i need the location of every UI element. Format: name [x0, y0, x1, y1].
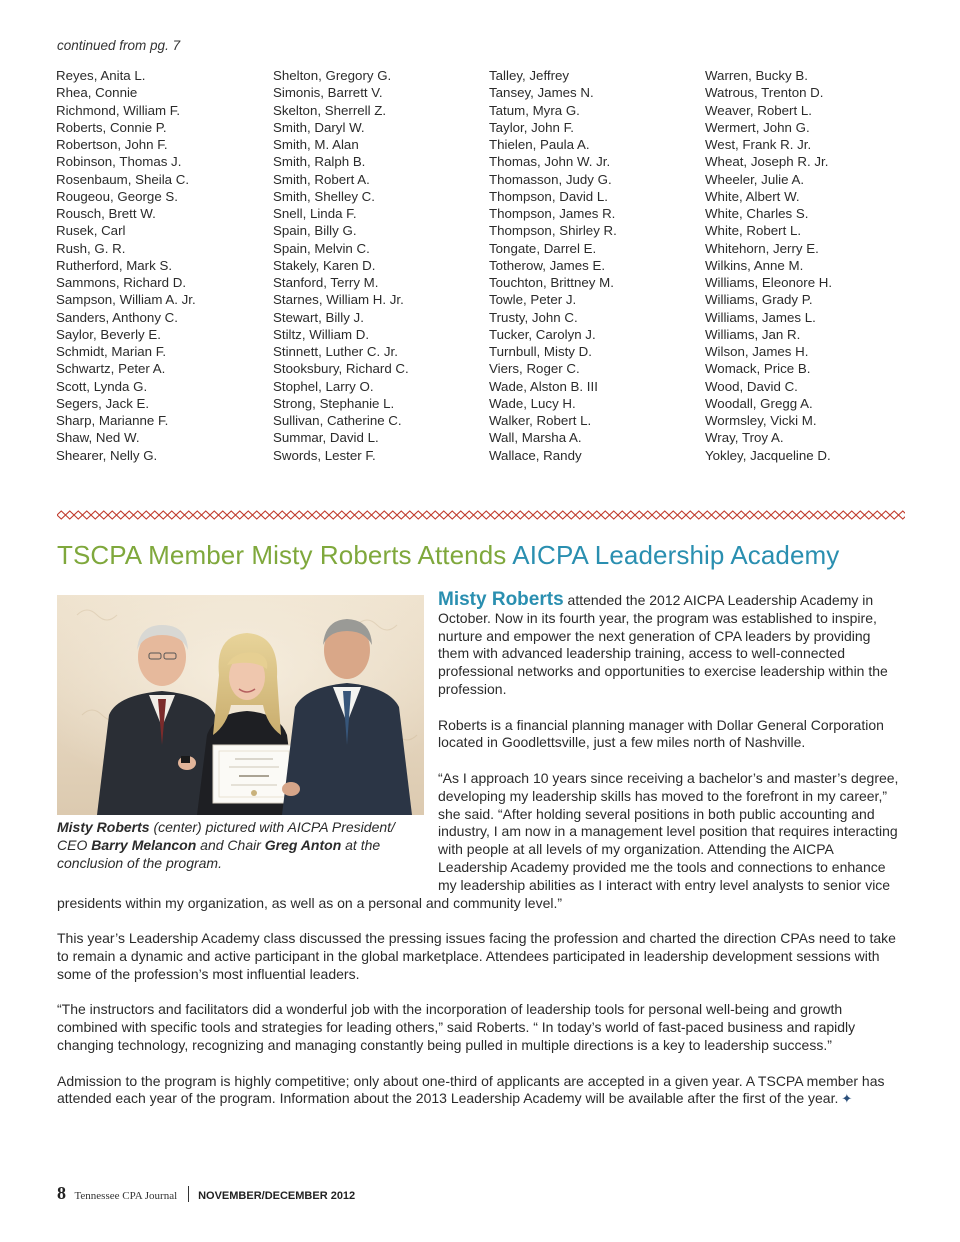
article-paragraph-2: Roberts is a financial planning manager with Dollar General Corporation located in Goodlettsville, just a few miles north of Nashville.: [438, 716, 884, 751]
page-footer: [57, 1183, 355, 1204]
member-name: Sanders, Anthony C.: [56, 309, 178, 325]
member-name: Wood, David C.: [705, 378, 798, 394]
member-name: Smith, Ralph B.: [273, 154, 366, 170]
member-name: Stophel, Larry O.: [273, 378, 374, 394]
article-headline: [57, 540, 839, 571]
member-name: Williams, Eleonore H.: [705, 275, 833, 290]
member-name: Richmond, William F.: [56, 102, 181, 118]
member-name: Sammons, Richard D.: [56, 275, 187, 290]
caption-name-barry: Barry Melancon: [91, 837, 197, 853]
photo-float-spacer: [57, 591, 438, 886]
member-name: Weaver, Robert L.: [705, 102, 812, 118]
member-name: Skelton, Sherrell Z.: [273, 102, 387, 118]
member-name: Rush, G. R.: [56, 240, 126, 256]
member-name: Taylor, John F.: [489, 119, 574, 135]
member-name: Walker, Robert L.: [489, 413, 592, 428]
article-lead-name: Misty Roberts: [438, 589, 564, 610]
member-name: Smith, Shelley C.: [273, 188, 375, 204]
member-name: Wheeler, Julie A.: [705, 171, 805, 187]
member-name: Tongate, Darrel E.: [489, 240, 597, 256]
caption-text-1: (center) pictured with AICPA President/ CEO: [57, 819, 395, 853]
member-name: Womack, Price B.: [705, 361, 811, 377]
member-name: Wilson, James H.: [705, 344, 809, 359]
name-column-3: [489, 67, 617, 464]
member-name: Towle, Peter J.: [489, 292, 577, 308]
continued-note: continued from pg. 7: [57, 38, 181, 53]
member-name: Snell, Linda F.: [273, 206, 357, 221]
member-name: Stewart, Billy J.: [273, 309, 364, 325]
member-name: Totherow, James E.: [489, 257, 606, 273]
member-name: Spain, Melvin C.: [273, 240, 370, 256]
member-name: Shelton, Gregory G.: [273, 68, 392, 83]
member-name: Strong, Stephanie L.: [273, 395, 395, 411]
member-name: Talley, Jeffrey: [489, 68, 570, 83]
member-name: White, Robert L.: [705, 223, 802, 239]
member-name: Tansey, James N.: [489, 85, 594, 101]
caption-text-2: and Chair: [196, 837, 265, 853]
name-column-2: [273, 67, 409, 464]
page-number: 8: [57, 1183, 66, 1203]
member-name: Tatum, Myra G.: [489, 102, 580, 118]
zigzag-divider: [57, 509, 905, 521]
member-name: Thompson, Shirley R.: [489, 223, 617, 239]
member-name: Sullivan, Catherine C.: [273, 413, 402, 428]
caption-name-misty: Misty Roberts: [57, 819, 150, 835]
member-name: Wermert, John G.: [705, 119, 810, 135]
name-column-4: [705, 67, 832, 464]
member-name: Swords, Lester F.: [273, 447, 376, 463]
article-paragraph-6-text: Admission to the program is highly competitive; only about one-third of applicants are accepted in a given year. A TSCPA member has attended each year of the program. Information about the 2013 Leadership Academy will be available after the first of the year.: [57, 1072, 885, 1107]
member-name: Sampson, William A. Jr.: [56, 292, 196, 308]
article-paragraph-5: “The instructors and facilitators did a wonderful job with the incorporation of leadership tools for personal well-being and growth combined with specific tools and strategies for leading others,” said Roberts. “ In today’s world of fast-paced business and rapidly changing technology, recognizing and managing constantly being pulled in multiple directions is a key to leadership success.”: [57, 1001, 856, 1053]
member-name: Turnbull, Misty D.: [489, 344, 592, 359]
article-paragraph-1-text: attended the 2012 AICPA Leadership Academy in October. Now in its fourth year, the program was established to inspire, nurture and empower the next generation of CPA leaders by providing them with advanced leadership training, access to well-connected professional networks and opportunities to exercise leadership within the profession.: [438, 592, 888, 697]
member-name: Robinson, Thomas J.: [56, 154, 182, 170]
member-name: Rutherford, Mark S.: [56, 257, 173, 273]
member-name: White, Charles S.: [705, 206, 809, 221]
article-paragraph-4: This year’s Leadership Academy class discussed the pressing issues facing the profession and charted the direction CPAs need to take to remain a dynamic and active participant in the global marketplace. Attendees participated in leadership development sessions with some of the profession’s most influential leaders.: [57, 930, 896, 982]
name-column-1: [56, 67, 196, 464]
member-name: Thielen, Paula A.: [489, 137, 590, 152]
member-name: Shaw, Ned W.: [56, 430, 140, 446]
member-name: Rousch, Brett W.: [56, 206, 156, 221]
member-name: Watrous, Trenton D.: [705, 85, 824, 101]
member-name: Wheat, Joseph R. Jr.: [705, 154, 829, 170]
member-name: Thompson, James R.: [489, 206, 616, 221]
headline-part-2: AICPA Leadership Academy: [512, 540, 840, 570]
member-name: Trusty, John C.: [489, 309, 578, 325]
member-name: Touchton, Brittney M.: [489, 275, 614, 290]
end-mark-star-icon: ✦: [841, 1091, 853, 1107]
member-name: Wade, Alston B. III: [489, 378, 598, 394]
headline-part-1: TSCPA Member Misty Roberts Attends: [57, 540, 513, 570]
member-name: Williams, James L.: [705, 309, 816, 325]
member-name: Simonis, Barrett V.: [273, 85, 383, 101]
member-name: Williams, Grady P.: [705, 292, 813, 308]
member-name: Stinnett, Luther C. Jr.: [273, 344, 398, 359]
member-name: Spain, Billy G.: [273, 223, 357, 239]
member-name: Tucker, Carolyn J.: [489, 326, 596, 342]
member-name: Stanford, Terry M.: [273, 275, 379, 290]
member-name: Whitehorn, Jerry E.: [705, 240, 819, 256]
member-name: Rusek, Carl: [56, 223, 126, 239]
member-name: Sharp, Marianne F.: [56, 413, 169, 428]
member-name: Smith, Daryl W.: [273, 119, 365, 135]
member-name: Wall, Marsha A.: [489, 430, 582, 446]
member-name: Woodall, Gregg A.: [705, 395, 813, 411]
divider-pattern-fill: [57, 509, 905, 521]
member-name: Warren, Bucky B.: [705, 68, 808, 83]
member-name: Rhea, Connie: [56, 85, 138, 101]
member-name: Rougeou, George S.: [56, 188, 178, 204]
member-name: West, Frank R. Jr.: [705, 137, 812, 152]
member-name: Wormsley, Vicki M.: [705, 413, 817, 428]
member-name: Smith, Robert A.: [273, 171, 370, 187]
member-name: Robertson, John F.: [56, 137, 168, 152]
article-body: [57, 591, 902, 1126]
member-name: Stooksbury, Richard C.: [273, 361, 409, 377]
member-name: Thomas, John W. Jr.: [489, 154, 611, 170]
member-name: Schwartz, Peter A.: [56, 361, 166, 377]
member-name: Schmidt, Marian F.: [56, 344, 167, 359]
member-name: Wallace, Randy: [489, 447, 582, 463]
member-name: Wilkins, Anne M.: [705, 257, 804, 273]
member-name: Smith, M. Alan: [273, 137, 359, 152]
member-name-list: [56, 67, 916, 467]
caption-text-3: at the conclusion of the program.: [57, 837, 381, 871]
article-paragraph-3: “As I approach 10 years since receiving a bachelor’s and master’s degree, developing my leadership skills has moved to the forefront in my career,” she said. “After holding several positions in both public accounting and industry, I am now in a management level position that requires interacting with people at all levels of my organization. Attending the AICPA Leadership Academy provided me the tools and connections to enhance my leadership abilities as I interact with entry level analysts to senior vice presidents within my organization, as well as on a personal and community level.”: [57, 769, 899, 911]
member-name: Saylor, Beverly E.: [56, 326, 161, 342]
member-name: White, Albert W.: [705, 188, 800, 204]
member-name: Yokley, Jacqueline D.: [705, 447, 831, 463]
member-name: Reyes, Anita L.: [56, 68, 146, 83]
footer-divider: [188, 1186, 189, 1202]
member-name: Segers, Jack E.: [56, 395, 150, 411]
member-name: Starnes, William H. Jr.: [273, 292, 404, 308]
caption-name-greg: Greg Anton: [264, 837, 342, 853]
article-paragraph-6: [57, 1073, 902, 1109]
member-name: Roberts, Connie P.: [56, 119, 167, 135]
member-name: Thompson, David L.: [489, 188, 608, 204]
member-name: Wade, Lucy H.: [489, 395, 576, 411]
member-name: Rosenbaum, Sheila C.: [56, 171, 190, 187]
publication-name: Tennessee CPA Journal: [74, 1190, 178, 1202]
member-name: Williams, Jan R.: [705, 326, 801, 342]
issue-date: NOVEMBER/DECEMBER 2012: [198, 1190, 356, 1202]
member-name: Summar, David L.: [273, 430, 379, 446]
member-name: Thomasson, Judy G.: [489, 171, 612, 187]
member-name: Stakely, Karen D.: [273, 257, 376, 273]
member-name: Wray, Troy A.: [705, 430, 784, 446]
member-name: Shearer, Nelly G.: [56, 447, 158, 463]
member-name: Viers, Roger C.: [489, 361, 580, 377]
member-name: Scott, Lynda G.: [56, 378, 148, 394]
member-name: Stiltz, William D.: [273, 326, 370, 342]
